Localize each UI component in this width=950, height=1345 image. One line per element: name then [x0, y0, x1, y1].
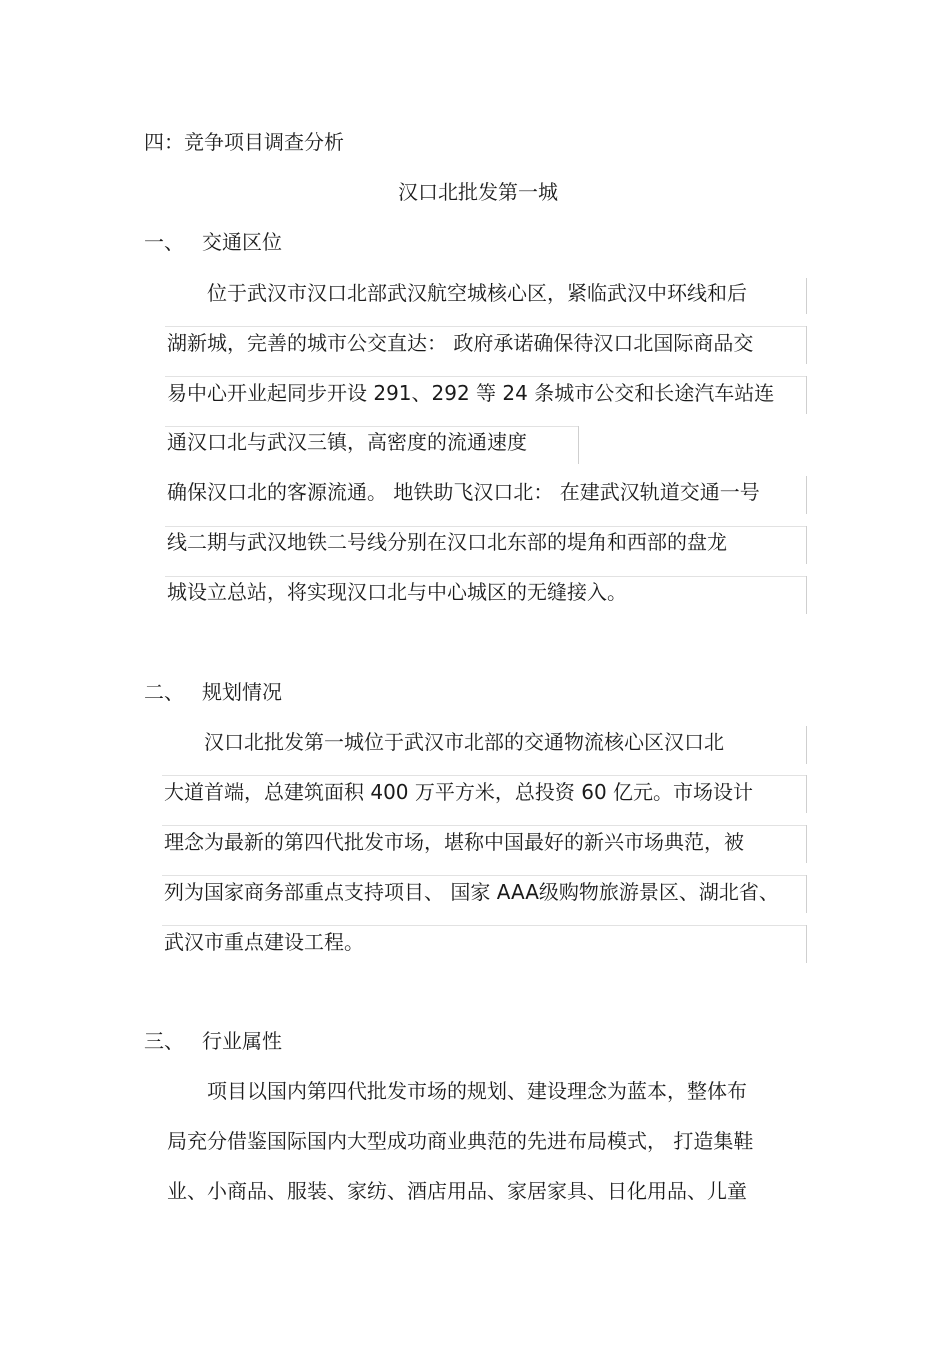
section-1-number: 一、	[144, 230, 184, 254]
section-2-line-5: 武汉市重点建设工程。	[164, 930, 364, 954]
section-1-line-5: 确保汉口北的客源流通。 地铁助飞汉口北： 在建武汉轨道交通一号	[167, 480, 760, 504]
text-frame-border	[165, 426, 579, 427]
section-1-line-4: 通汉口北与武汉三镇，高密度的流通速度	[167, 430, 527, 454]
section-2-line-2: 大道首端，总建筑面积 400 万平方米，总投资 60 亿元。市场设计	[164, 780, 754, 804]
section-1-heading: 交通区位	[202, 230, 282, 254]
section-2-heading: 规划情况	[202, 680, 282, 704]
section-2-line-3: 理念为最新的第四代批发市场，堪称中国最好的新兴市场典范，被	[164, 830, 744, 854]
section-1-line-7: 城设立总站，将实现汉口北与中心城区的无缝接入。	[167, 580, 627, 604]
text-frame-border	[806, 526, 807, 564]
section-2-line-1: 汉口北批发第一城位于武汉市北部的交通物流核心区汉口北	[204, 730, 724, 754]
section-2-number: 二、	[144, 680, 184, 704]
text-frame-border	[806, 875, 807, 913]
text-frame-border	[806, 278, 807, 314]
section-1-line-2: 湖新城，完善的城市公交直达： 政府承诺确保待汉口北国际商品交	[167, 331, 754, 355]
text-frame-border	[806, 925, 807, 963]
text-frame-border	[806, 726, 807, 764]
text-frame-border	[162, 925, 807, 926]
text-frame-border	[806, 775, 807, 813]
text-frame-border	[165, 376, 807, 377]
text-frame-border	[162, 775, 807, 776]
text-frame-border	[806, 376, 807, 414]
section-title: 四：竞争项目调查分析	[144, 130, 344, 154]
section-3-line-2: 局充分借鉴国际国内大型成功商业典范的先进布局模式， 打造集鞋	[167, 1129, 754, 1153]
text-frame-border	[806, 326, 807, 364]
section-3-line-1: 项目以国内第四代批发市场的规划、建设理念为蓝本，整体布	[207, 1079, 747, 1103]
section-1-line-1: 位于武汉市汉口北部武汉航空城核心区，紧临武汉中环线和后	[207, 281, 747, 305]
text-frame-border	[806, 476, 807, 514]
section-3-line-3: 业、小商品、服装、家纺、酒店用品、家居家具、日化用品、儿童	[167, 1179, 747, 1203]
text-frame-border	[165, 576, 807, 577]
section-1-line-6: 线二期与武汉地铁二号线分别在汉口北东部的堤角和西部的盘龙	[167, 530, 727, 554]
text-frame-border	[165, 326, 807, 327]
project-title: 汉口北批发第一城	[398, 180, 558, 204]
text-frame-border	[162, 875, 807, 876]
text-frame-border	[806, 576, 807, 614]
text-frame-border	[165, 526, 807, 527]
section-1-line-3: 易中心开业起同步开设 291、292 等 24 条城市公交和长途汽车站连	[167, 381, 775, 405]
text-frame-border	[806, 825, 807, 863]
section-3-number: 三、	[144, 1029, 184, 1053]
section-2-line-4: 列为国家商务部重点支持项目、 国家 AAA级购物旅游景区、湖北省、	[164, 880, 779, 904]
section-3-heading: 行业属性	[202, 1029, 282, 1053]
text-frame-border	[162, 825, 807, 826]
text-frame-border	[578, 426, 579, 464]
